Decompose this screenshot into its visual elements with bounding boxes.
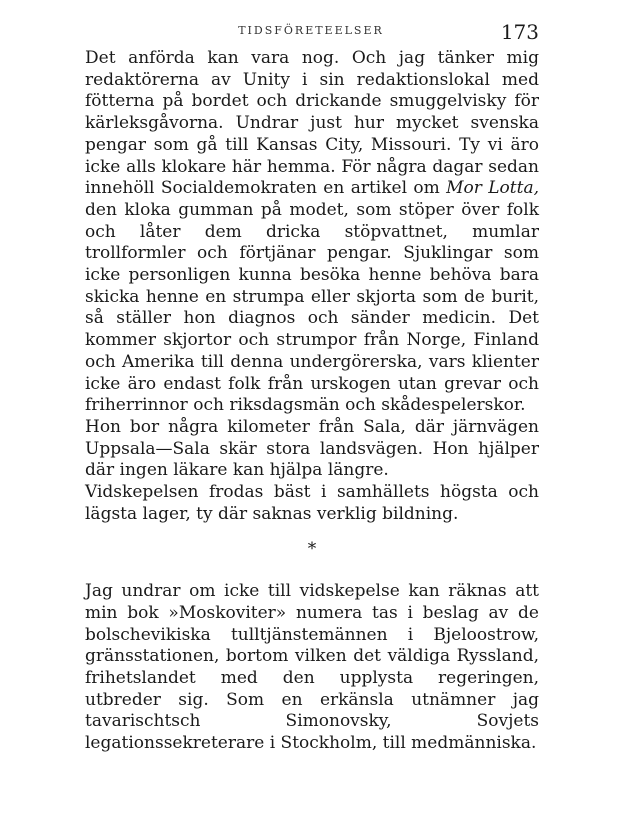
paragraph-1-start: Det anförda kan vara nog. Och jag tänker mig redaktörerna av Unity i sin redaktionslokal med fötterna på bordet och drickande smuggelvisky för kärleksgåvorna. Undrar just hur mycket svenska pengar som gå till Kansas City, Missouri. Ty vi äro icke alls klokare här hemma. För några dagar sedan innehöll Socialdemokraten en artikel om (85, 48, 539, 199)
page-header (83, 20, 539, 46)
paragraph-2: Hon bor några kilometer från Sala, där järnvägen Uppsala—Sala skär stora landsvägen. Hon hjälper där ingen läkare kan hjälpa längre. (85, 416, 539, 481)
paragraph-1 (85, 48, 539, 417)
page-number: 173 (500, 20, 539, 44)
paragraph-1-end: den kloka gumman på modet, som stöper över folk och låter dem dricka stöpvattnet, mumlar trollformler och förtjänar pengar. Sjuklingar som icke personligen kunna besöka henne behöva bara skicka henne en strumpa eller skjorta som de burit, så ställer hon diagnos och sänder medicin. Det kommer skjortor och strumpor från Norge, Finland och Amerika till denna undergörerska, vars klienter icke äro endast folk från urskogen utan grevar och friherrinnor och riksdagsmän och skådespelerskor. (85, 199, 539, 416)
italic-title: Mor Lotta, (446, 178, 539, 199)
running-head: TIDSFÖRETEELSER (238, 24, 384, 37)
section-separator: * (307, 539, 317, 560)
page-body (85, 48, 539, 755)
paragraph-4: Jag undrar om icke till vidskepelse kan räknas att min bok »Moskoviter» numera tas i beslag av de bolschevikiska tulltjänstemännen i Bjeloostrow, gränsstationen, bortom vilken det väldiga Ryssland, frihetslandet med den upplysta regeringen, utbreder sig. Som en erkänsla utnämner jag tavarischtsch Simonovsky, Sovjets legationssekreterare i Stockholm, till medmänniska. (85, 581, 539, 754)
paragraph-3: Vidskepelsen frodas bäst i samhällets högsta och lägsta lager, ty där saknas verklig bildning. (85, 482, 539, 524)
